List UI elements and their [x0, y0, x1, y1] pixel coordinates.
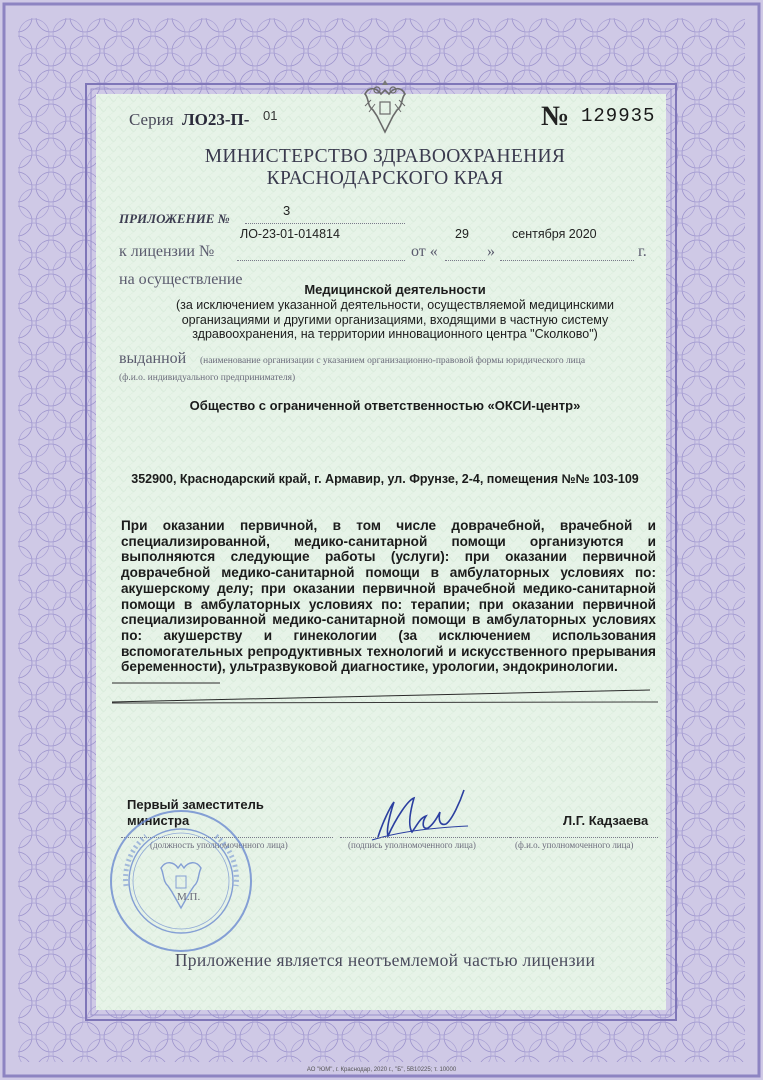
series-value: ЛО23-П- — [182, 110, 250, 129]
stamp-place-mark: М.П. — [177, 891, 201, 903]
license-number-line — [237, 260, 405, 261]
license-month-line — [500, 260, 634, 261]
official-stamp — [106, 806, 256, 956]
issued-hint-line2: (ф.и.о. индивидуального предпринимателя) — [119, 373, 296, 383]
signer-name: Л.Г. Кадзаева — [563, 813, 649, 828]
signature-scribble — [368, 782, 478, 844]
signature-hint: (подпись уполномоченного лица) — [348, 840, 476, 850]
activity-label: на осуществление — [119, 271, 243, 288]
series-suffix: 01 — [263, 108, 278, 123]
organization-address: 352900, Краснодарский край, г. Армавир, ул. Фрунзе, 2-4, помещения №№ 103-109 — [131, 472, 639, 486]
printer-line: АО "ЮМ", г. Краснодар, 2020 г., "Б", 5В10225; т. 10000 — [306, 1067, 457, 1073]
license-day-line — [445, 260, 485, 261]
license-label: к лицензии № — [119, 243, 215, 260]
name-hint: (ф.и.о. уполномоченного лица) — [515, 840, 634, 850]
name-line — [510, 837, 658, 838]
appendix-number: 3 — [283, 203, 291, 218]
activity-description: (за исключением указанной деятельности, осуществляемой медицинскими организациями и другими организациями, входящими в частную систему здравоохранения, на территории инновационного центра "Сколково") — [175, 298, 615, 342]
license-quote-close: » — [487, 243, 495, 260]
appendix-number-line — [245, 223, 405, 224]
license-from-label: от « — [411, 243, 438, 260]
signer-position-line1: Первый заместитель — [127, 797, 264, 812]
signer-position-line2: министра — [127, 813, 190, 828]
position-hint: (должность уполномоченного лица) — [150, 840, 288, 850]
issued-label: выданной — [119, 350, 187, 367]
issued-hint-line1: (наименование организации с указанием организационно-правовой формы юридического лица — [200, 356, 586, 366]
ministry-title-line2: КРАСНОДАРСКОГО КРАЯ — [266, 168, 504, 189]
license-year-suffix: г. — [638, 243, 647, 260]
series-label: Серия — [129, 110, 174, 129]
services-text: При оказании первичной, в том числе доврачебной, врачебной и специализированной, медико-санитарной помощи организуются и выполняются следующие работы (услуги): при оказании первичной доврачебной медико-санитарной помощи в амбулаторных условиях по: акушерскому делу; при оказании первичной врачебной медико-санитарной помощи в амбулаторных условиях по: терапии; при оказании первичной специализированной медико-санитарной помощи в амбулаторных условиях по: акушерству и гинекологии (за исключением использования вспомогательных репродуктивных технологий и искусственного прерывания беременности), ультразвуковой диагностике, урологии, эндокринологии. — [121, 518, 656, 675]
license-day: 29 — [455, 227, 469, 241]
appendix-label: ПРИЛОЖЕНИЕ № — [119, 211, 230, 226]
ministry-title-line1: МИНИСТЕРСТВО ЗДРАВООХРАНЕНИЯ — [204, 146, 566, 167]
blank-rules — [110, 680, 660, 710]
activity-title: Медицинской деятельности — [304, 282, 486, 297]
number-sign: № — [541, 101, 570, 132]
license-ref-number: ЛО-23-01-014814 — [240, 227, 340, 241]
signature-line — [340, 837, 510, 838]
organization-name: Общество с ограниченной ответственностью «ОКСИ-центр» — [189, 398, 581, 413]
license-month: сентября 2020 — [512, 227, 597, 241]
coat-of-arms-icon — [357, 76, 413, 136]
license-number: 129935 — [581, 105, 656, 127]
footnote: Приложение является неотъемлемой частью лицензии — [174, 950, 596, 970]
